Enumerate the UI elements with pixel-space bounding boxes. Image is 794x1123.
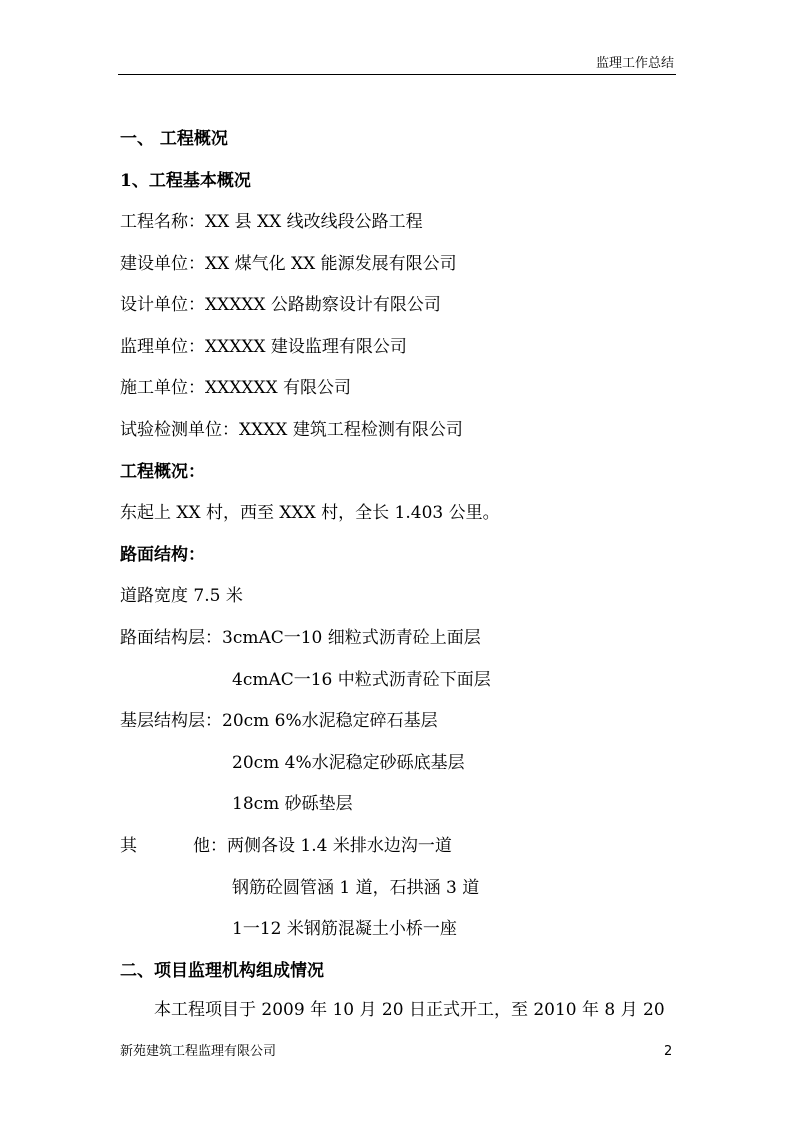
supervisor-line: 监理单位：XXXXX 建设监理有限公司: [120, 337, 407, 357]
owner-line: 建设单位：XX 煤气化 XX 能源发展有限公司: [120, 254, 457, 274]
overview-label: 工程概况：: [120, 462, 205, 482]
pavement-label: 路面结构：: [120, 545, 205, 565]
surface-layer-line-2: 4cmAC一16 中粒式沥青砼下面层: [232, 670, 491, 690]
other-label-part-2: 他：两侧各设 1.4 米排水边沟一道: [193, 836, 452, 856]
footer-page-number: 2: [664, 1044, 673, 1059]
base-layer-line-2: 20cm 4%水泥稳定砂砾底基层: [232, 753, 465, 773]
other-line-2: 钢筋砼圆管涵 1 道，石拱涵 3 道: [232, 878, 480, 898]
header-rule: [118, 74, 676, 75]
testing-line: 试验检测单位：XXXX 建筑工程检测有限公司: [120, 420, 463, 440]
base-layer-line-3: 18cm 砂砾垫层: [232, 794, 353, 814]
section2-heading: 二、项目监理机构组成情况: [120, 961, 324, 981]
overview-text: 东起上 XX 村，西至 XXX 村，全长 1.403 公里。: [120, 503, 500, 523]
surface-layer-line-1: 路面结构层：3cmAC一10 细粒式沥青砼上面层: [120, 628, 481, 648]
footer-company: 新苑建筑工程监理有限公司: [120, 1044, 277, 1059]
page-header-title: 监理工作总结: [595, 56, 674, 71]
section2-paragraph: 本工程项目于 2009 年 10 月 20 日正式开工，至 2010 年 8 月 20: [154, 1000, 665, 1020]
designer-line: 设计单位：XXXXX 公路勘察设计有限公司: [120, 295, 441, 315]
other-label-part-1: 其: [120, 836, 137, 856]
contractor-line: 施工单位：XXXXXX 有限公司: [120, 378, 352, 398]
project-name-line: 工程名称：XX 县 XX 线改线段公路工程: [120, 212, 423, 232]
base-layer-line-1: 基层结构层：20cm 6%水泥稳定碎石基层: [120, 711, 438, 731]
subsection-heading: 1、工程基本概况: [120, 171, 251, 191]
section-heading: 一、 工程概况: [120, 129, 228, 149]
other-line-3: 1一12 米钢筋混凝土小桥一座: [232, 919, 457, 939]
road-width-line: 道路宽度 7.5 米: [120, 586, 243, 606]
